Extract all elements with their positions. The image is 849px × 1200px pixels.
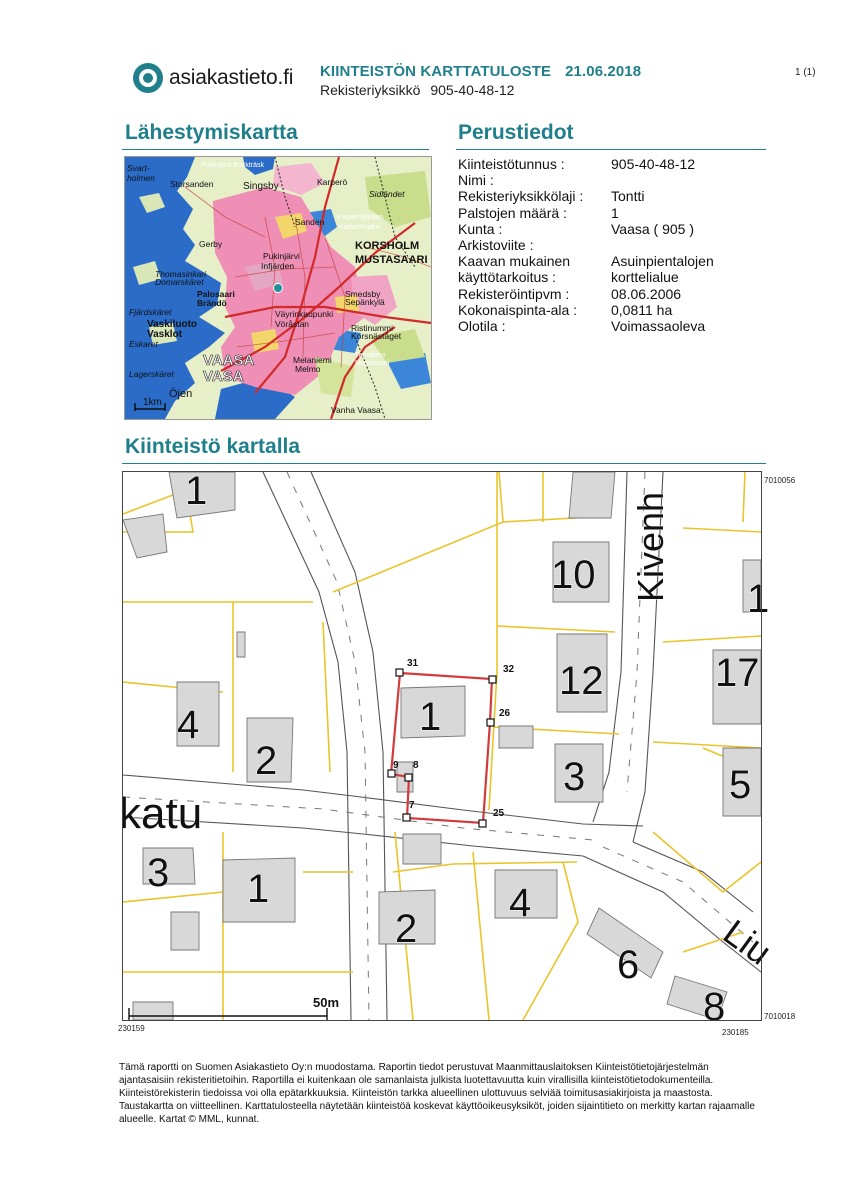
coordinate-bottom-left-x: 230159 — [118, 1024, 145, 1033]
asiakastieto-logo — [133, 63, 293, 93]
point-label: 26 — [499, 708, 511, 719]
svg-text:12: 12 — [559, 659, 604, 703]
svg-text:VASA: VASA — [203, 368, 244, 385]
logo-text: asiakastieto.fi — [169, 66, 294, 89]
svg-text:4: 4 — [509, 881, 532, 925]
section-title-overview: Lähestymiskartta — [125, 121, 298, 144]
point-label: 9 — [393, 760, 399, 771]
svg-text:1km: 1km — [143, 397, 162, 408]
point-label: 25 — [493, 808, 505, 819]
info-row — [458, 188, 714, 204]
register-unit-line — [320, 82, 514, 98]
svg-text:Sidländet: Sidländet — [369, 189, 405, 199]
svg-text:Domarskäret: Domarskäret — [155, 277, 204, 287]
info-value: 0,0811 ha — [611, 301, 673, 318]
svg-text:Mustasaari: Mustasaari — [355, 360, 390, 367]
info-label: Rekisteröintipvm : — [458, 285, 570, 302]
overview-map — [124, 156, 432, 420]
info-row — [458, 205, 714, 221]
info-label: Palstojen määrä : — [458, 204, 567, 221]
info-label: Kaavan mukainen — [458, 253, 571, 270]
info-label: Arkistoviite : — [458, 237, 534, 254]
svg-text:Melmo: Melmo — [295, 364, 321, 374]
svg-text:Infjärden: Infjärden — [261, 261, 295, 271]
section-divider — [122, 149, 429, 150]
svg-text:Liu: Liu — [716, 911, 780, 973]
point-label: 31 — [407, 658, 419, 669]
svg-text:Vanha Vaasa: Vanha Vaasa — [331, 405, 381, 415]
info-label: Nimi : — [458, 172, 494, 189]
svg-text:Vaskiluoto: Vaskiluoto — [147, 319, 198, 330]
svg-text:VAASA: VAASA — [203, 352, 255, 369]
register-unit-label: Rekisteriyksikkö — [320, 82, 421, 98]
section-title-property-map: Kiinteistö kartalla — [125, 435, 301, 458]
svg-text:5: 5 — [729, 763, 752, 807]
svg-text:Pukinjärvi Bockträsk: Pukinjärvi Bockträsk — [201, 162, 265, 169]
info-row — [458, 286, 714, 302]
svg-text:4: 4 — [177, 703, 200, 747]
info-row — [458, 269, 714, 285]
svg-text:Korsnäståget: Korsnäståget — [351, 331, 402, 341]
svg-text:Vasklot: Vasklot — [147, 329, 183, 340]
document-date: 21.06.2018 — [565, 63, 642, 80]
svg-text:Svart-: Svart- — [127, 163, 150, 173]
svg-text:MUSTASAARI: MUSTASAARI — [355, 254, 428, 266]
svg-text:1: 1 — [185, 469, 208, 513]
info-row — [458, 318, 714, 334]
page-number: 1 (1) — [795, 67, 816, 78]
section-divider — [456, 149, 766, 150]
svg-text:Vöråstan: Vöråstan — [275, 319, 310, 329]
info-label: Rekisteriyksikkölaji : — [458, 188, 584, 205]
svg-text:Smedsby: Smedsby — [345, 289, 381, 299]
register-unit-value: 905-40-48-12 — [430, 82, 515, 98]
info-row — [458, 253, 714, 269]
overview-map-graphic — [125, 157, 431, 419]
svg-text:50m: 50m — [313, 995, 340, 1010]
svg-text:Tervajärvi: Tervajärvi — [355, 352, 385, 359]
info-row — [458, 221, 714, 237]
info-value: Asuinpientalojen — [611, 253, 714, 270]
info-label: käyttötarkoitus : — [458, 269, 557, 286]
svg-text:1: 1 — [247, 867, 270, 911]
svg-text:6: 6 — [617, 943, 640, 987]
svg-text:1: 1 — [419, 695, 442, 739]
info-value: Vaasa ( 905 ) — [611, 220, 695, 237]
point-label: 32 — [503, 664, 515, 675]
info-label: Kokonaispinta-ala : — [458, 301, 578, 318]
svg-text:holmen: holmen — [127, 173, 155, 183]
document-title-text: KIINTEISTÖN KARTTATULOSTE — [320, 63, 552, 80]
document-title — [320, 63, 641, 80]
svg-text:3: 3 — [147, 851, 170, 895]
svg-text:Lagerskäret: Lagerskäret — [129, 369, 174, 379]
svg-text:Palosaari: Palosaari — [197, 289, 235, 299]
svg-text:Ristinummi: Ristinummi — [351, 323, 394, 333]
info-label: Kunta : — [458, 220, 503, 237]
svg-text:Melaniemi: Melaniemi — [293, 355, 332, 365]
svg-text:Pukinjärvi: Pukinjärvi — [263, 251, 300, 261]
svg-text:1: 1 — [747, 577, 770, 621]
info-label: Kiinteistötunnus : — [458, 156, 565, 172]
point-label: 8 — [413, 760, 419, 771]
logo-icon — [133, 63, 163, 93]
svg-text:Karperönjärvi: Karperönjärvi — [339, 224, 381, 231]
info-label: Olotila : — [458, 318, 506, 335]
info-row — [458, 302, 714, 318]
svg-text:Brändö: Brändö — [197, 298, 227, 308]
svg-text:Väyrinkaupunki: Väyrinkaupunki — [275, 309, 334, 319]
svg-text:Karperöfjärden: Karperöfjärden — [337, 214, 384, 221]
svg-text:Eskaret: Eskaret — [129, 339, 158, 349]
section-title-basic-info: Perustiedot — [458, 121, 574, 144]
svg-text:Sepänkylä: Sepänkylä — [345, 297, 385, 307]
info-row — [458, 237, 714, 253]
info-value: 1 — [611, 204, 619, 221]
coordinate-bottom-right: 7010018 — [764, 1012, 796, 1021]
info-value: 905-40-48-12 — [611, 156, 696, 172]
svg-text:2: 2 — [255, 739, 278, 783]
info-value: Voimassaoleva — [611, 318, 706, 335]
svg-text:17: 17 — [715, 651, 760, 695]
info-value: 08.06.2006 — [611, 285, 682, 302]
coordinate-top-right: 7010056 — [764, 476, 796, 485]
svg-text:Karperö: Karperö — [317, 177, 348, 187]
svg-text:10: 10 — [551, 553, 596, 597]
svg-text:Kivenh: Kivenh — [630, 491, 671, 602]
svg-text:2: 2 — [395, 907, 418, 951]
info-value: Tontti — [611, 188, 645, 205]
section-divider — [122, 463, 766, 464]
point-label: 7 — [409, 800, 415, 811]
coordinate-bottom-right-x: 230185 — [722, 1028, 749, 1037]
svg-text:Gerby: Gerby — [199, 239, 223, 249]
svg-text:Singsby: Singsby — [243, 181, 279, 192]
disclaimer-text: Tämä raportti on Suomen Asiakastieto Oy:n muodostama. Raportin tiedot perustuvat Maanmittauslaitoksen Kiinteistötietojärjestelmän ajantasaisiin rekisteritietoihin. Raportilla ei kuitenkaan ole samanlaista julkista luotettavuutta kuin virallisilla kiinteistötietodokumenteilla. Kiinteistörekisterin tiedoissa voi olla epätarkkuuksia. Kiinteistön tarkka alueellinen ulottuvuus selviää toimitusasiakirjoista ja maastosta. Taustakartta on viitteellinen. Karttatulosteella näytetään kiinteistöä koskevat käyttöoikeusyksiköt, joiden sijaintitieto on merkitty kartan rajaamalle alueelle. Kartat © MML, kunnat. — [119, 1062, 755, 1125]
svg-text:8: 8 — [703, 985, 726, 1029]
svg-text:Storsanden: Storsanden — [170, 179, 214, 189]
svg-text:Öjen: Öjen — [169, 388, 193, 400]
svg-text:KORSHOLM: KORSHOLM — [355, 240, 420, 252]
svg-text:Fjärdskäret: Fjärdskäret — [129, 307, 172, 317]
svg-text:katu: katu — [119, 789, 203, 838]
svg-text:3: 3 — [563, 755, 586, 799]
info-row — [458, 156, 714, 172]
basic-info-table — [458, 156, 714, 334]
svg-text:Thomasinkari: Thomasinkari — [155, 269, 207, 279]
info-row — [458, 172, 714, 188]
svg-text:Sanden: Sanden — [295, 217, 325, 227]
info-value: korttelialue — [611, 269, 679, 286]
